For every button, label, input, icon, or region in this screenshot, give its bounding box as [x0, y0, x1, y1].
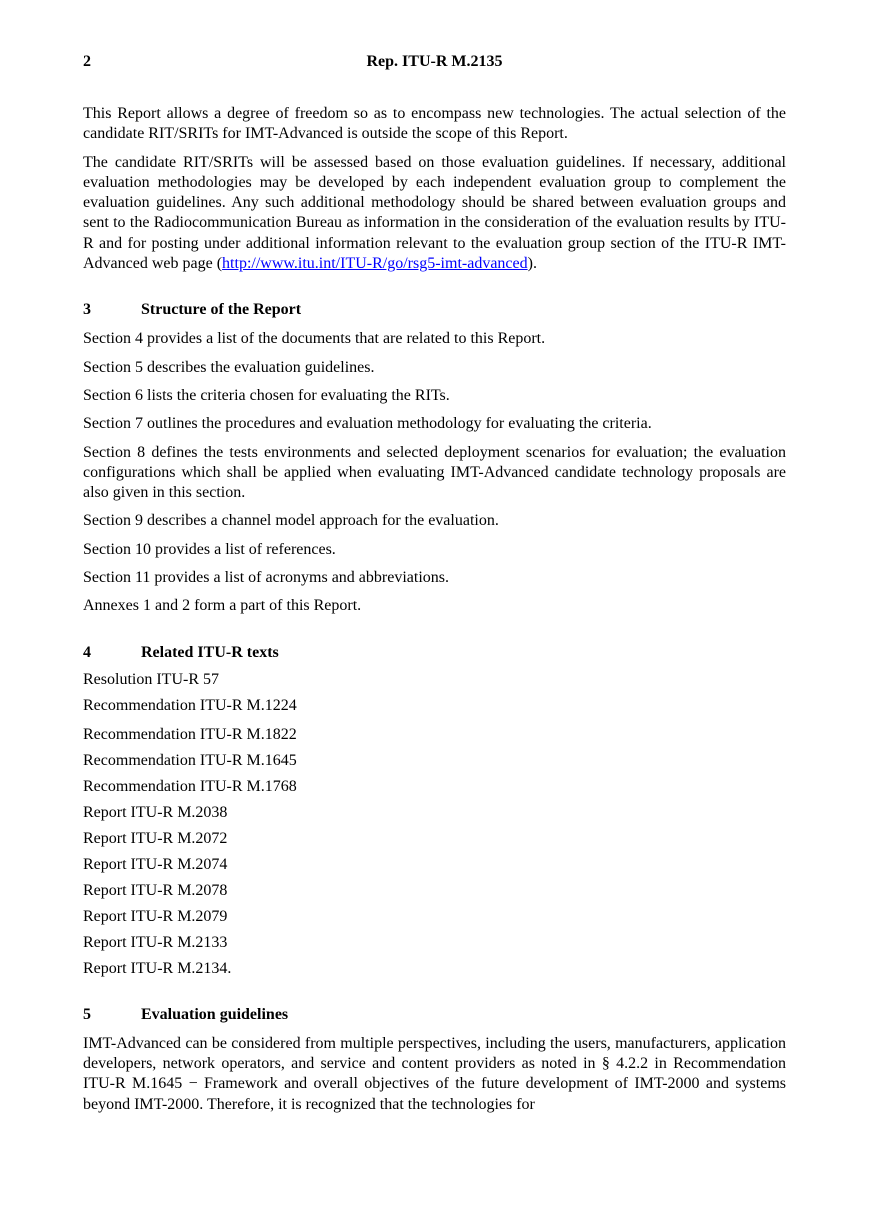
section-3-item-3: Section 6 lists the criteria chosen for evaluating the RITs. [83, 386, 450, 404]
section-3-item-5: Section 8 defines the tests environments and selected deployment scenarios for evaluation; the evaluation configurations which shall be applied when evaluating IMT-Advanced candidate technology proposals are also given in this section. [83, 443, 786, 502]
section-3-item-2: Section 5 describes the evaluation guidelines. [83, 358, 375, 376]
section-3-item-4: Section 7 outlines the procedures and evaluation methodology for evaluating the criteria. [83, 415, 652, 433]
section-4-title: Related ITU-R texts [141, 643, 279, 661]
related-text-2: Recommendation ITU-R M.1224 [83, 696, 297, 714]
related-text-11: Report ITU-R M.2133 [83, 933, 228, 951]
related-text-12: Report ITU-R M.2134. [83, 959, 232, 977]
section-3-title: Structure of the Report [141, 301, 302, 319]
section-3-number: 3 [83, 301, 91, 319]
section-5-heading [83, 1004, 786, 1026]
related-text-10: Report ITU-R M.2079 [83, 907, 228, 925]
document-reference: Rep. ITU-R M.2135 [366, 53, 503, 70]
section-3-item-8: Section 11 provides a list of acronyms and abbreviations. [83, 569, 449, 587]
section-5-number: 5 [83, 1005, 91, 1023]
intro-paragraph-2 [83, 153, 786, 275]
running-header [83, 52, 786, 74]
related-text-6: Report ITU-R M.2038 [83, 803, 228, 821]
section-5-paragraph-1: IMT-Advanced can be considered from multiple perspectives, including the users, manufacturers, application developers, network operators, and service and content providers as noted in § 4.2.2 in Recommendation ITU-R M.1645 − Framework and overall objectives of the future development of IMT-2000 and systems beyond IMT-2000. Therefore, it is recognized that the technologies for [83, 1034, 786, 1113]
section-3-item-7: Section 10 provides a list of references. [83, 540, 336, 558]
intro-paragraph-1: This Report allows a degree of freedom so as to encompass new technologies. The actual selection of the candidate RIT/SRITs for IMT-Advanced is outside the scope of this Report. [83, 105, 786, 143]
related-text-9: Report ITU-R M.2078 [83, 881, 228, 899]
document-page [83, 52, 786, 1115]
page-number: 2 [83, 53, 91, 70]
section-3-item-6: Section 9 describes a channel model approach for the evaluation. [83, 512, 499, 530]
intro-paragraph-2-text: The candidate RIT/SRITs will be assessed based on those evaluation guidelines. If necessary, additional evaluation methodologies may be developed by each independent evaluation group to complement the evaluation guidelines. Any such additional methodology should be shared between evaluation groups and sent to the Radiocommunication Bureau as information in the consideration of the evaluation results by ITU-R and for posting under additional information relevant to the evaluation group section of the ITU-R IMT-Advanced web page ( [83, 153, 786, 273]
section-3-item-9: Annexes 1 and 2 form a part of this Report. [83, 597, 362, 615]
related-text-1: Resolution ITU-R 57 [83, 670, 219, 688]
related-text-7: Report ITU-R M.2072 [83, 829, 228, 847]
section-3-heading [83, 299, 786, 321]
section-3-item-1: Section 4 provides a list of the documents that are related to this Report. [83, 330, 546, 348]
section-5-title: Evaluation guidelines [141, 1005, 289, 1023]
related-text-3: Recommendation ITU-R M.1822 [83, 725, 297, 743]
related-text-8: Report ITU-R M.2074 [83, 855, 228, 873]
related-text-4: Recommendation ITU-R M.1645 [83, 751, 297, 769]
section-4-number: 4 [83, 643, 91, 661]
imt-advanced-web-link[interactable]: http://www.itu.int/ITU-R/go/rsg5-imt-advanced [222, 255, 528, 273]
related-text-5: Recommendation ITU-R M.1768 [83, 777, 297, 795]
section-4-heading [83, 642, 786, 664]
intro-paragraph-2-end: ). [527, 255, 537, 273]
